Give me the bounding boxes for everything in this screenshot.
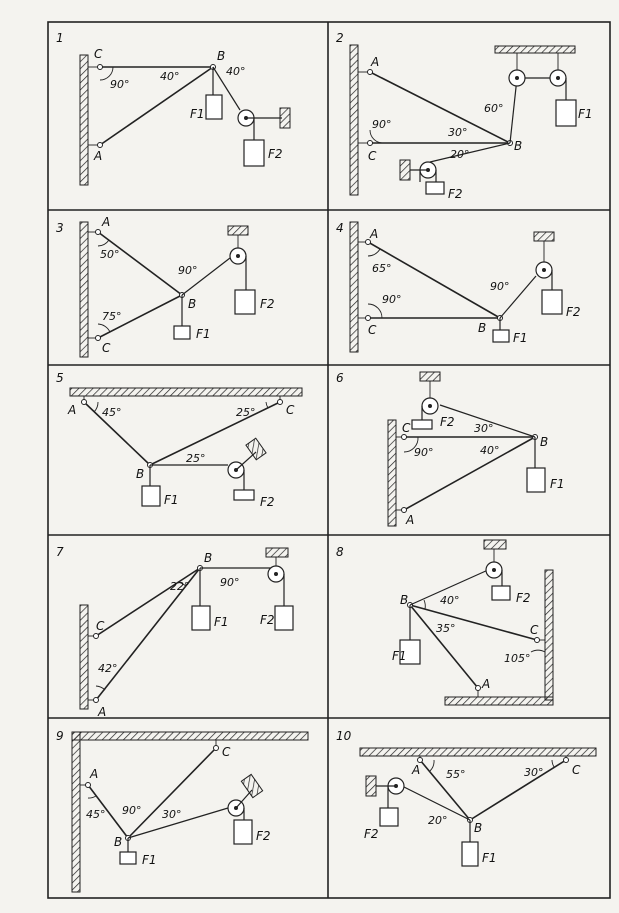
ceiling [70,388,302,396]
label-b: B [217,49,226,63]
label-c: C [368,149,377,163]
wall [350,222,358,352]
cell-number: 6 [336,371,344,385]
ceiling [495,46,575,53]
support [246,438,266,460]
angle-label: 25° [186,452,206,465]
angle-label: 40° [440,594,460,607]
angle-label: 105° [504,652,531,665]
load-f1 [556,100,576,126]
load-f1 [142,486,160,506]
cell-8 [336,540,553,705]
label-f1: F1 [513,331,528,345]
support [241,774,262,797]
cell-number: 2 [336,31,344,45]
load-f1 [493,330,509,342]
load-f2 [492,586,510,600]
label-a: A [412,763,421,777]
label-c: C [286,403,295,417]
label-b: B [514,139,523,153]
cell-number: 1 [56,31,64,45]
label-f1: F1 [482,851,497,865]
label-c: C [96,619,105,633]
label-b: B [474,821,483,835]
ceiling [72,732,308,740]
label-f1: F1 [392,649,407,663]
label-f2: F2 [566,305,581,319]
angle-label: 45° [102,406,122,419]
ceiling [534,232,554,241]
angle-label: 40° [160,70,180,83]
rod-cb [96,568,200,636]
cell-7 [56,545,293,719]
rod-cb [470,760,566,820]
support [366,776,376,796]
ceiling [420,372,440,381]
ceiling [228,226,248,235]
angle-label: 60° [484,102,504,115]
label-f1: F1 [164,493,179,507]
wall [80,222,88,357]
angle-label: 40° [480,444,500,457]
label-f1: F1 [142,853,157,867]
angle-label: 90° [110,78,130,91]
rod-ab [98,232,182,295]
angle-label: 50° [100,248,120,261]
cell-number: 7 [56,545,64,559]
angle-label: 90° [490,280,510,293]
label-a: A [90,767,99,781]
angle-label: 30° [162,808,182,821]
cell-number: 3 [56,221,64,235]
support [400,160,410,180]
label-b: B [136,467,145,481]
load-f1 [462,842,478,866]
wall [350,45,358,195]
load-f2 [244,140,264,166]
rod-ab [368,242,500,318]
cell-2 [336,31,593,201]
label-f2: F2 [268,147,283,161]
label-b: B [188,297,197,311]
load-f1 [192,606,210,630]
rod-cb [410,605,537,640]
wall [545,570,553,700]
load-f2 [380,808,398,826]
label-b: B [204,551,213,565]
label-b: B [540,435,549,449]
cell-3 [56,215,275,357]
load-f1 [174,326,190,339]
label-f2: F2 [256,829,271,843]
angle-label: 55° [446,768,466,781]
angle-label: 35° [436,622,456,635]
load-f2 [542,290,562,314]
label-f2: F2 [516,591,531,605]
label-b: B [114,835,123,849]
cell-5 [56,371,302,509]
ceiling [360,748,596,756]
wall [72,732,80,892]
label-f2: F2 [364,827,379,841]
angle-label: 45° [86,808,106,821]
label-a: A [102,215,111,229]
label-a: A [98,705,107,719]
angle-label: 20° [450,148,470,161]
cell-number: 5 [56,371,64,385]
label-c: C [530,623,539,637]
cell-number: 10 [336,729,352,743]
label-a: A [68,403,77,417]
load-f2 [275,606,293,630]
wall [388,420,396,526]
load-f2 [234,490,254,500]
angle-label: 20° [428,814,448,827]
label-a: A [370,227,379,241]
angle-label: 30° [524,766,544,779]
label-f1: F1 [550,477,565,491]
label-f2: F2 [260,297,275,311]
angle-label: 40° [226,65,246,78]
angle-label: 65° [372,262,392,275]
cell-4 [336,221,581,352]
load-f1 [206,95,222,119]
label-a: A [406,513,415,527]
label-c: C [402,421,411,435]
label-a: A [482,677,491,691]
angle-label: 90° [372,118,392,131]
label-f1: F1 [578,107,593,121]
cell-10 [336,729,596,866]
label-f2: F2 [260,495,275,509]
label-f1: F1 [214,615,229,629]
label-b: B [400,593,409,607]
cell-number: 9 [56,729,64,743]
label-b: B [478,321,487,335]
angle-label: 22° [170,580,190,593]
load-f1 [120,852,136,864]
label-f1: F1 [190,107,205,121]
ceiling [266,548,288,557]
ceiling [484,540,506,549]
angle-label: 42° [98,662,118,675]
label-c: C [102,341,111,355]
load-f2 [235,290,255,314]
label-f2: F2 [448,187,463,201]
angle-label: 90° [122,804,142,817]
label-a: A [94,149,103,163]
label-c: C [222,745,231,759]
label-f2: F2 [260,613,275,627]
cell-9 [56,729,308,892]
cell-6 [336,371,565,527]
load-f2 [412,420,432,429]
label-c: C [572,763,581,777]
angle-label: 30° [448,126,468,139]
cell-1 [56,31,290,185]
label-f2: F2 [440,415,455,429]
load-f2 [426,182,444,194]
angle-label: 30° [474,422,494,435]
load-f1 [527,468,545,492]
angle-label: 90° [178,264,198,277]
load-f2 [234,820,252,844]
angle-label: 25° [236,406,256,419]
angle-label: 75° [102,310,122,323]
angle-label: 90° [382,293,402,306]
wall [80,55,88,185]
wall [80,605,88,709]
angle-label: 90° [414,446,434,459]
floor [445,697,553,705]
label-c: C [368,323,377,337]
label-a: A [371,55,380,69]
cell-number: 8 [336,545,344,559]
label-c: C [94,47,103,61]
angle-label: 90° [220,576,240,589]
support [280,108,290,128]
label-f1: F1 [196,327,211,341]
cell-number: 4 [336,221,344,235]
